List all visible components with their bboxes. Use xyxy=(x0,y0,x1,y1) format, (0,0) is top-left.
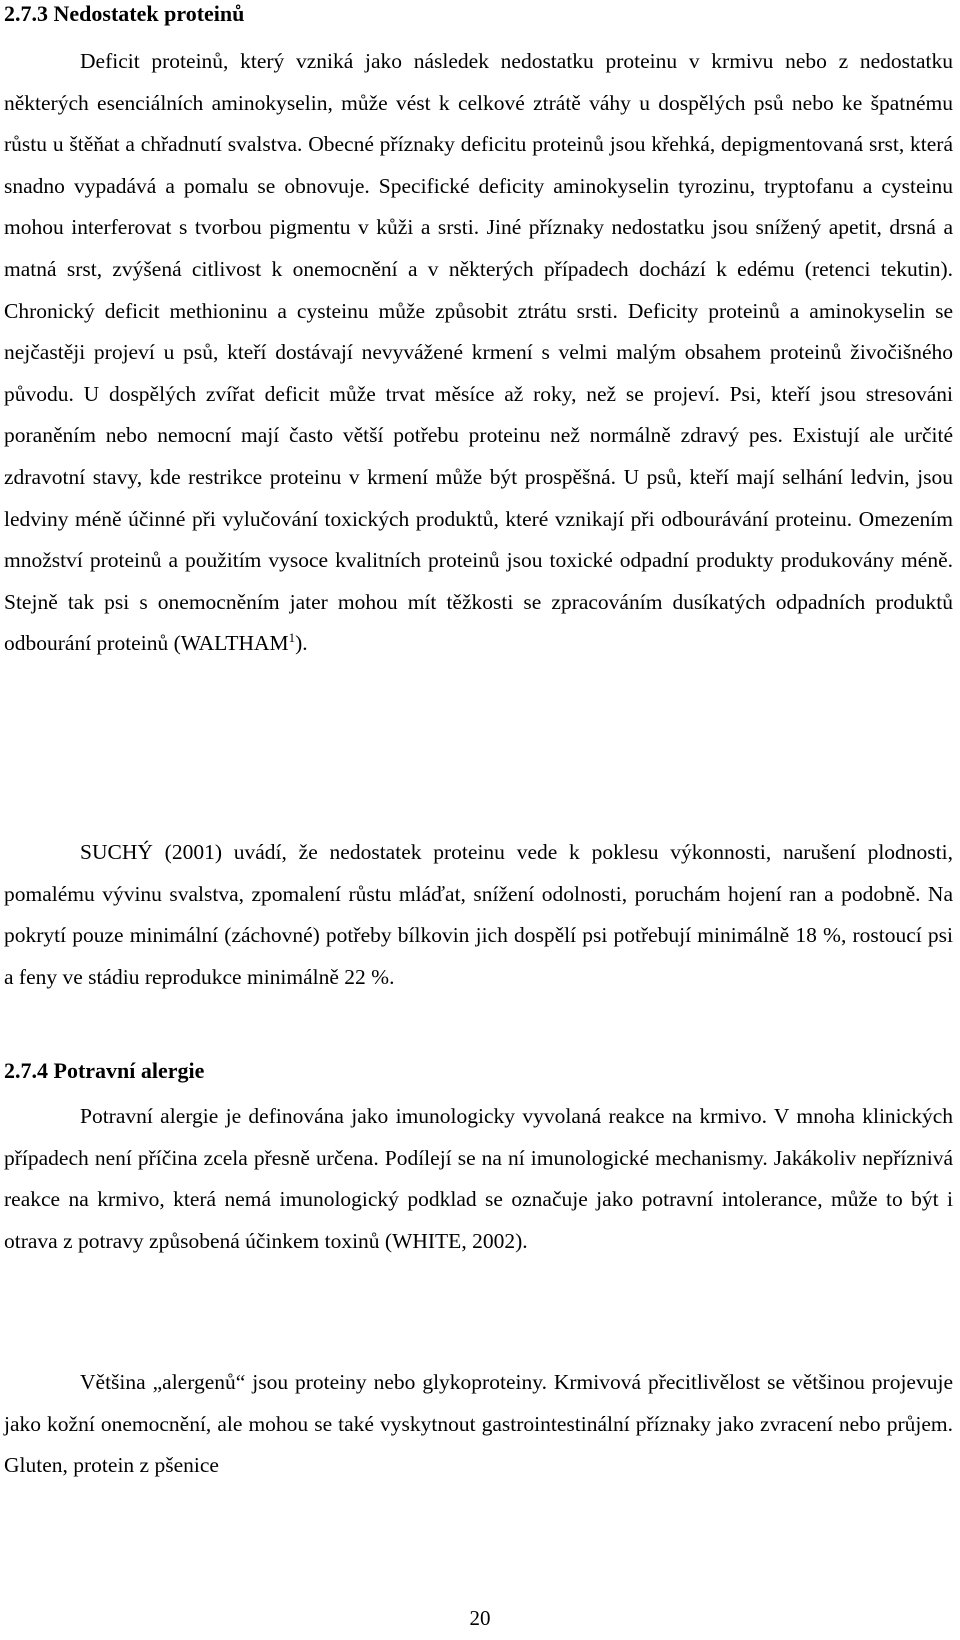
paragraph-text-end: ). xyxy=(295,631,308,656)
section-heading-2-7-3: 2.7.3 Nedostatek proteinů xyxy=(4,1,245,26)
page-number: 20 xyxy=(469,1606,491,1630)
paragraph-text: Deficit proteinů, který vzniká jako následek nedostatku proteinu v krmivu nebo z nedostatku některých esenciálních aminokyselin, může vést k celkové ztrátě váhy u dospělých psů nebo ke špatnému růstu u štěňat a chřadnutí svalstva. Obecné příznaky deficitu proteinů jsou křehká, depigmentovaná srst, která snadno vypadává a pomalu se obnovuje. Specifické deficity aminokyselin tyrozinu, tryptofanu a cysteinu mohou interferovat s tvorbou pigmentu v kůži a srsti. Jiné příznaky nedostatku jsou snížený apetit, drsná a matná srst, zvýšená citlivost k onemocnění a v některých případech dochází k edému (retenci tekutin). Chronický deficit methioninu a cysteinu může způsobit ztrátu srsti. Deficity proteinů a aminokyselin se nejčastěji projeví u psů, kteří dostávají nevyvážené krmení s velmi malým obsahem proteinů živočišného původu. U dospělých zvířat deficit může trvat měsíce až roky, než se projeví. Psi, kteří jsou stresováni poraněním nebo nemocní mají často větší potřebu proteinu než normálně zdravý pes. Existují ale určité zdravotní stavy, kde restrikce proteinu v krmení může být prospěšná. U psů, kteří mají selhání ledvin, jsou ledviny méně účinné při vylučování toxických produktů, které vznikají při odbourávání proteinu. Omezením množství proteinů a použitím vysoce kvalitních proteinů jsou toxické odpadní produkty produkovány méně. Stejně tak psi s onemocněním jater mohou mít těžkosti se zpracováním dusíkatých odpadních produktů odbourání proteinů (WALTHAM xyxy=(4,49,953,656)
paragraph-food-allergy: Potravní alergie je definována jako imunologicky vyvolaná reakce na krmivo. V mnoha klinických případech není příčina zcela přesně určena. Podílejí se na ní imunologické mechanismy. Jakákoliv nepříznivá reakce na krmivo, která nemá imunologický podklad se označuje jako potravní intolerance, může to být i otrava z potravy způsobená účinkem toxinů (WHITE, 2002). xyxy=(4,1104,953,1253)
paragraph-protein-deficiency xyxy=(4,41,953,665)
section-heading-2-7-4: 2.7.4 Potravní alergie xyxy=(4,1058,205,1083)
paragraph-allergens: Většina „alergenů“ jsou proteiny nebo glykoproteiny. Krmivová přecitlivělost se většinou projevuje jako kožní onemocnění, ale mohou se také vyskytnout gastrointestinální příznaky jako zvracení nebo průjem. Gluten, protein z pšenice xyxy=(4,1370,953,1478)
paragraph-suchy: SUCHÝ (2001) uvádí, že nedostatek proteinu vede k poklesu výkonnosti, narušení plodnosti, pomalému vývinu svalstva, zpomalení růstu mláďat, snížení odolnosti, poruchám hojení ran a podobně. Na pokrytí pouze minimální (záchovné) potřeby bílkovin jich dospělí psi potřebují minimálně 18 %, rostoucí psi a feny ve stádiu reprodukce minimálně 22 %. xyxy=(4,840,953,989)
reference-superscript: 1 xyxy=(288,630,296,646)
